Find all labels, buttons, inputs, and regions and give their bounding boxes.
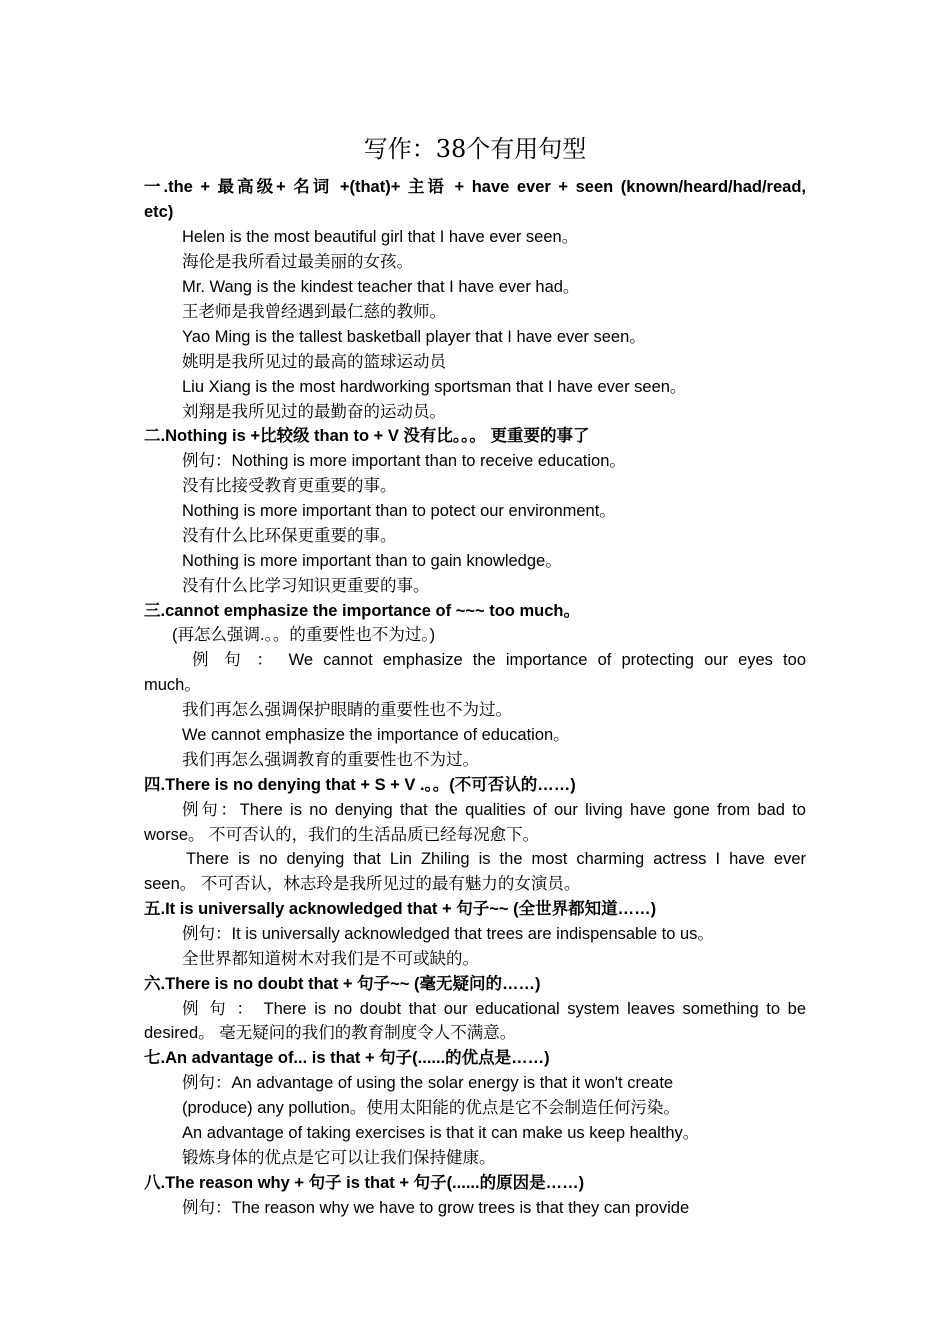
example-line: 例句：The reason why we have to grow trees is that they can provide <box>182 1199 690 1217</box>
example-line: Nothing is more important than to gain knowledge。 <box>182 552 562 570</box>
heading-8: 八.The reason why + 句子 is that + 句子(......的原因是……) <box>144 1174 585 1192</box>
example-line-cont: worse。 不可否认的，我们的生活品质已经每况愈下。 <box>144 826 540 844</box>
example-line: Helen is the most beautiful girl that I have ever seen。 <box>182 228 579 246</box>
heading-3: 三.cannot emphasize the importance of ~~~ too much。 <box>144 602 580 620</box>
example-line: 例句：There is no denying that the qualities of our living have gone from bad to <box>182 801 806 819</box>
example-line: 例句：It is universally acknowledged that trees are indispensable to us。 <box>182 925 714 943</box>
document-title: 写作：38个有用句型 <box>363 135 587 163</box>
example-line: 例句：Nothing is more important than to receive education。 <box>182 452 626 470</box>
translation-line: 没有什么比学习知识更重要的事。 <box>182 577 430 595</box>
heading-5: 五.It is universally acknowledged that + 句子~~ (全世界都知道……) <box>144 900 657 918</box>
example-line-cont: much。 <box>144 676 201 694</box>
heading-3-note: (再怎么强调.。。的重要性也不为过。) <box>172 626 436 644</box>
example-line: There is no denying that Lin Zhiling is the most charming actress I have ever <box>186 850 806 868</box>
example-line: Mr. Wang is the kindest teacher that I have ever had。 <box>182 278 580 296</box>
translation-line: 全世界都知道树木对我们是不可或缺的。 <box>182 950 479 968</box>
example-line: 例句：An advantage of using the solar energy is that it won't create <box>182 1074 674 1092</box>
example-line: Nothing is more important than to potect our environment。 <box>182 502 616 520</box>
translation-line: 海伦是我所看过最美丽的女孩。 <box>182 253 413 271</box>
translation-line: 姚明是我所见过的最高的篮球运动员 <box>182 353 446 371</box>
example-line: Yao Ming is the tallest basketball player that I have ever seen。 <box>182 328 646 346</box>
translation-line: 没有比接受教育更重要的事。 <box>182 477 397 495</box>
example-line-cont: (produce) any pollution。使用太阳能的优点是它不会制造任何污染。 <box>182 1099 680 1117</box>
example-line: 例 句 ： There is no doubt that our educational system leaves something to be <box>182 1000 806 1018</box>
translation-line: 王老师是我曾经遇到最仁慈的教师。 <box>182 303 446 321</box>
heading-7: 七.An advantage of... is that + 句子(......的优点是……) <box>144 1049 550 1067</box>
example-line: Liu Xiang is the most hardworking sportsman that I have ever seen。 <box>182 378 687 396</box>
translation-line: 没有什么比环保更重要的事。 <box>182 527 397 545</box>
heading-1-cont: etc) <box>144 203 174 221</box>
example-line-cont: desired。 毫无疑问的我们的教育制度令人不满意。 <box>144 1024 517 1042</box>
example-line: We cannot emphasize the importance of education。 <box>182 726 570 744</box>
heading-2: 二.Nothing is +比较级 than to + V 没有比。。。 更重要的事了 <box>144 427 590 445</box>
translation-line: 我们再怎么强调教育的重要性也不为过。 <box>182 751 479 769</box>
translation-line: 刘翔是我所见过的最勤奋的运动员。 <box>182 403 446 421</box>
heading-4: 四.There is no denying that + S + V .。。(不可否认的……) <box>144 776 576 794</box>
translation-line: 我们再怎么强调保护眼睛的重要性也不为过。 <box>182 701 512 719</box>
heading-6: 六.There is no doubt that + 句子~~ (毫无疑问的……) <box>144 975 541 993</box>
example-line: 例 句 ： We cannot emphasize the importance of protecting our eyes too <box>192 651 806 669</box>
example-line: An advantage of taking exercises is that it can make us keep healthy。 <box>182 1124 700 1142</box>
example-line-cont: seen。 不可否认，林志玲是我所见过的最有魅力的女演员。 <box>144 875 581 893</box>
heading-1: 一.the + 最高级+ 名词 +(that)+ 主语 + have ever + seen (known/heard/had/read, <box>144 178 806 196</box>
translation-line: 锻炼身体的优点是它可以让我们保持健康。 <box>182 1149 496 1167</box>
